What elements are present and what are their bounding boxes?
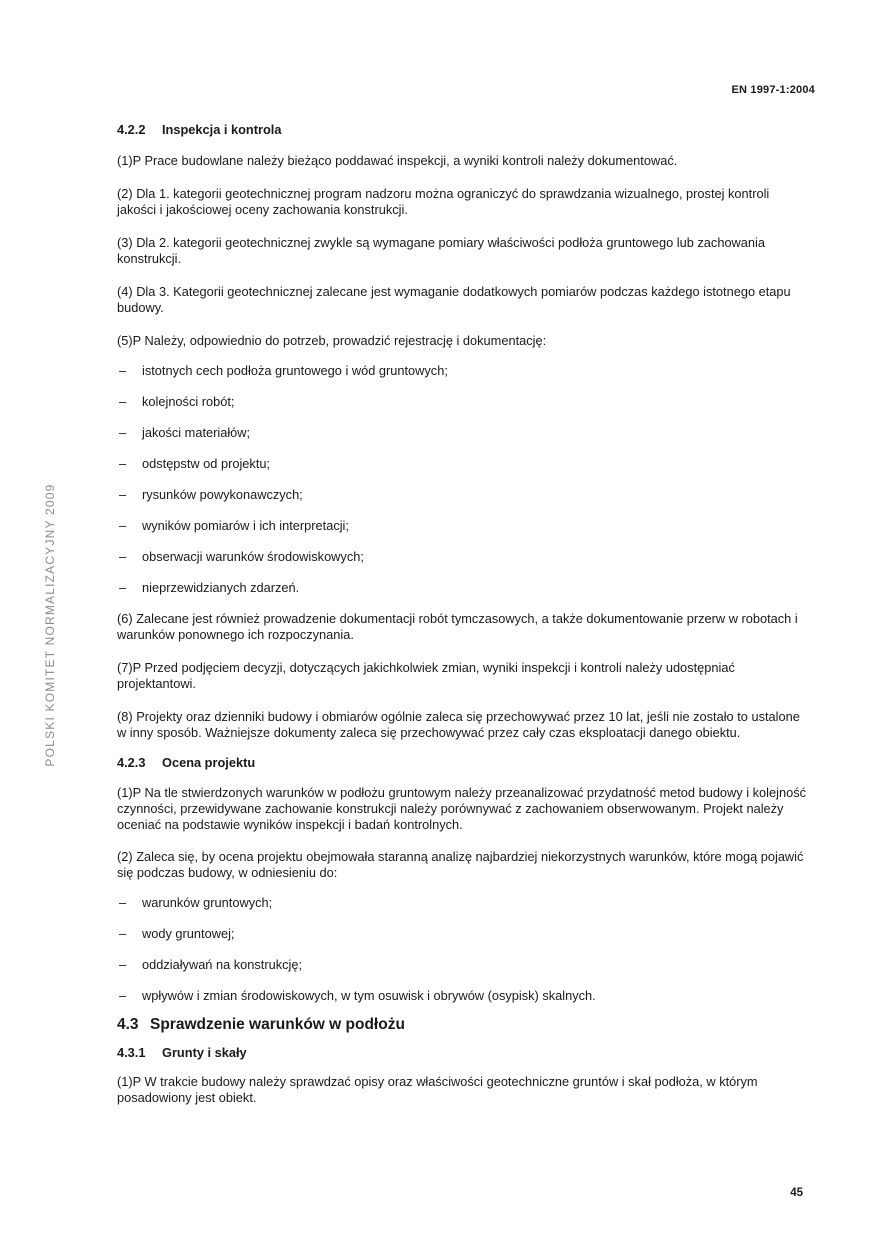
list-item: – warunków gruntowych; [117, 895, 811, 911]
list-item: – istotnych cech podłoża gruntowego i wód gruntowych; [117, 363, 811, 379]
paragraph: (6) Zalecane jest również prowadzenie dokumentacji robót tymczasowych, a także dokumentowanie przerw w robotach i warunków ponownego ich rozpoczynania. [117, 611, 798, 642]
page-content [117, 120, 811, 1106]
paragraph: (1)P Prace budowlane należy bieżąco poddawać inspekcji, a wyniki kontroli należy dokumentować. [117, 153, 678, 168]
section-heading-4-2-2 [117, 122, 811, 138]
paragraph: (1)P Na tle stwierdzonych warunków w podłożu gruntowym należy przeanalizować przydatność metod budowy i kolejność czynności, przewidywane zachowanie konstrukcji należy porównywać z zachowaniem obserwowanym. Projekt należy oceniać na podstawie wyników inspekcji i badań kontrolnych. [117, 785, 806, 832]
list-item: – odstępstw od projektu; [117, 456, 811, 472]
document-id: EN 1997-1:2004 [731, 84, 815, 96]
list-item: – wpływów i zmian środowiskowych, w tym osuwisk i obrywów (osypisk) skalnych. [117, 988, 811, 1004]
list-item: – jakości materiałów; [117, 425, 811, 441]
watermark: POLSKI KOMITET NORMALIZACYJNY 2009 [43, 483, 57, 767]
section-number: 4.2.2 [117, 122, 146, 137]
paragraph: (1)P W trakcie budowy należy sprawdzać opisy oraz właściwości geotechniczne gruntów i skał podłoża, w którym posadowiony jest obiekt. [117, 1074, 758, 1105]
section-title: Sprawdzenie warunków w podłożu [150, 1016, 405, 1033]
section-number: 4.3.1 [117, 1045, 146, 1060]
list-item: – nieprzewidzianych zdarzeń. [117, 580, 811, 596]
section-title: Ocena projektu [162, 755, 256, 770]
paragraph: (3) Dla 2. kategorii geotechnicznej zwykle są wymagane pomiary właściwości podłoża gruntowego lub zachowania konstrukcji. [117, 235, 765, 266]
section-title: Inspekcja i kontrola [162, 122, 282, 137]
list-item: – rysunków powykonawczych; [117, 487, 811, 503]
paragraph: (4) Dla 3. Kategorii geotechnicznej zalecane jest wymaganie dodatkowych pomiarów podczas każdego istotnego etapu budowy. [117, 284, 791, 315]
bullet-list [117, 895, 811, 1004]
section-number: 4.3 [117, 1016, 139, 1033]
list-item: – obserwacji warunków środowiskowych; [117, 549, 811, 565]
list-item: – oddziaływań na konstrukcję; [117, 957, 811, 973]
bullet-list [117, 363, 811, 596]
list-item: – kolejności robót; [117, 394, 811, 410]
section-title: Grunty i skały [162, 1045, 247, 1060]
list-item: – wyników pomiarów i ich interpretacji; [117, 518, 811, 534]
paragraph: (8) Projekty oraz dzienniki budowy i obmiarów ogólnie zaleca się przechowywać przez 10 lat, jeśli nie zostało to ustalone w inny sposób. Ważniejsze dokumenty zaleca się przechowywać przez cały czas eksploatacji danego obiektu. [117, 709, 800, 740]
page-number: 45 [790, 1187, 803, 1199]
paragraph: (2) Dla 1. kategorii geotechnicznej program nadzoru można ograniczyć do sprawdzania wizualnego, prostej kontroli jakości i jakościowej oceny zachowania konstrukcji. [117, 186, 770, 217]
section-heading-4-2-3 [117, 755, 811, 771]
list-item: – wody gruntowej; [117, 926, 811, 942]
section-heading-4-3-1 [117, 1045, 811, 1061]
paragraph: (5)P Należy, odpowiednio do potrzeb, prowadzić rejestrację i dokumentację: [117, 333, 547, 348]
paragraph: (2) Zaleca się, by ocena projektu obejmowała staranną analizę najbardziej niekorzystnych warunków, które mogą pojawić się podczas budowy, w odniesieniu do: [117, 849, 804, 880]
section-number: 4.2.3 [117, 755, 146, 770]
section-heading-4-3 [117, 1017, 811, 1033]
paragraph: (7)P Przed podjęciem decyzji, dotyczących jakichkolwiek zmian, wyniki inspekcji i kontroli należy udostępniać projektantowi. [117, 660, 735, 691]
